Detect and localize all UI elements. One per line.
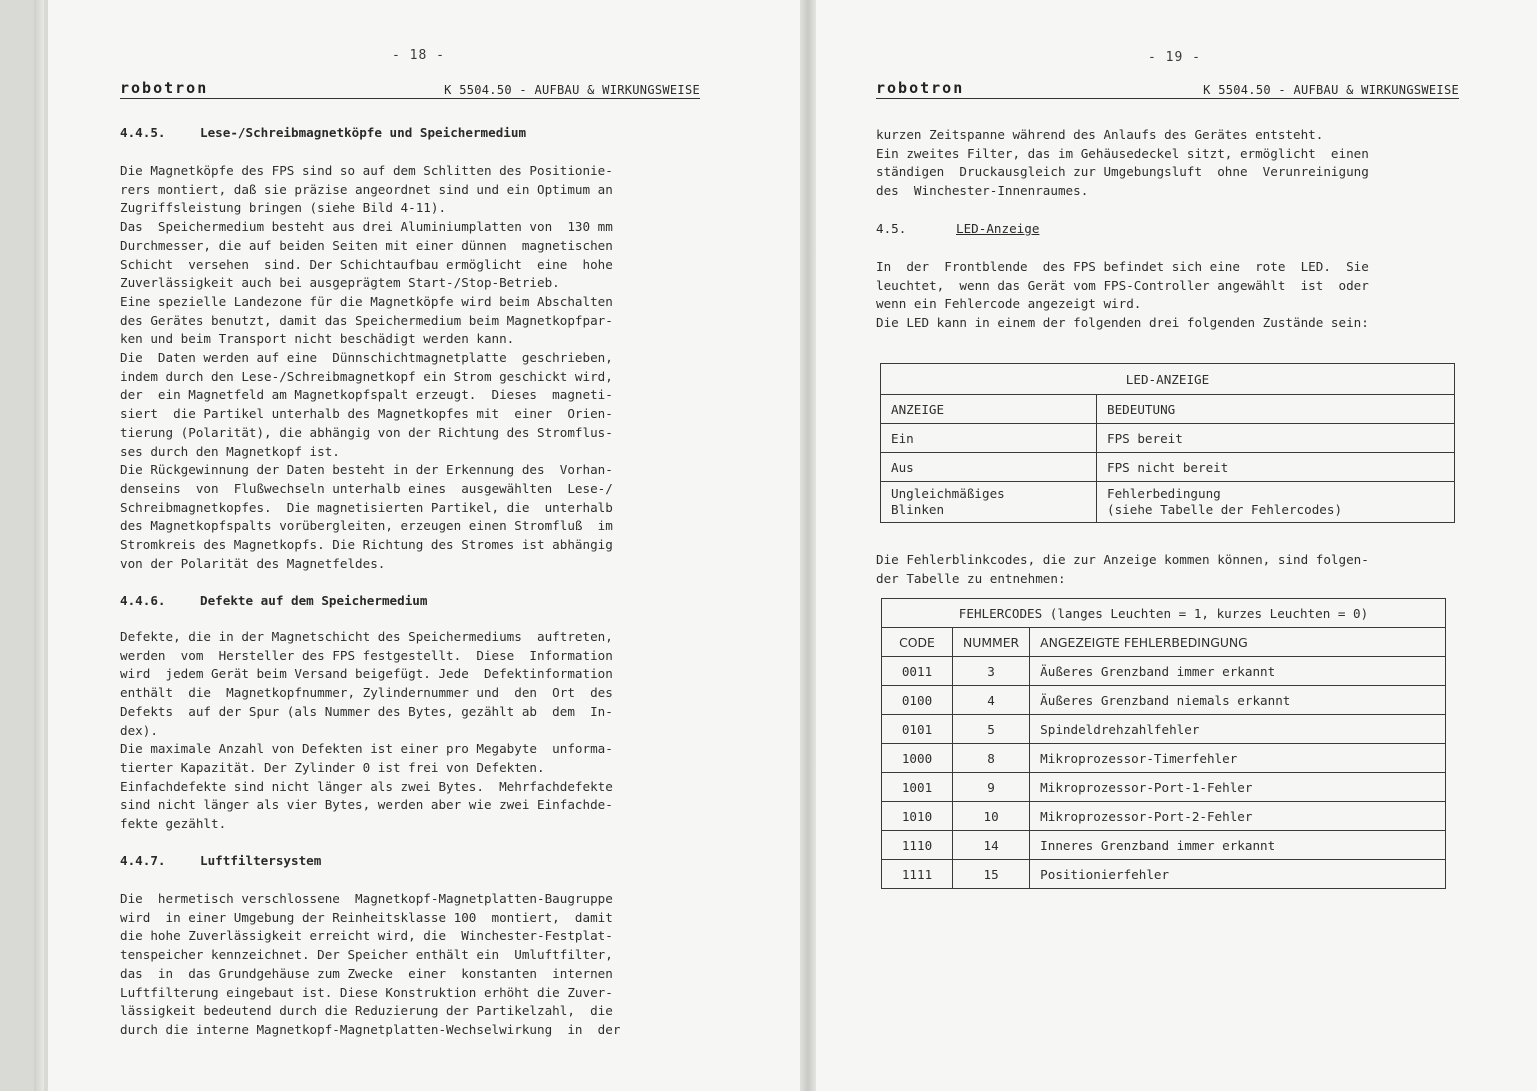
- table-cell: FPS bereit: [1097, 424, 1455, 453]
- section-number: 4.4.5.: [120, 125, 166, 140]
- table-row: [881, 482, 1455, 523]
- led-table: [880, 363, 1455, 523]
- page-number: - 18 -: [392, 48, 445, 63]
- table-cell: Ein: [881, 424, 1097, 453]
- table-caption-row: [881, 364, 1455, 395]
- section-heading: [120, 852, 321, 871]
- column-header: ANGEZEIGTE FEHLERBEDINGUNG: [1030, 628, 1446, 657]
- code-cell: 1010: [882, 802, 953, 831]
- table-row: [882, 715, 1446, 744]
- code-cell: 0100: [882, 686, 953, 715]
- condition-cell: Mikroprozessor-Timerfehler: [1030, 744, 1446, 773]
- section-text: Die Magnetköpfe des FPS sind so auf dem Schlitten des Positionie- rers montiert, daß sie präzise angeordnet sind und ein Optimum an Zugriffsleistung bringen (siehe Bild 4-11). Das Speichermedium besteht aus drei Aluminiumplatten von 130 mm Durchmesser, die auf beiden Seiten mit einer dünnen magnetischen Schicht versehen sind. Der Schichtaufbau ermöglicht eine hohe Zuverlässigkeit auch bei ausgeprägtem Start-/Stop-Betrieb. Eine spezielle Landezone für die Magnetköpfe wird beim Abschalten des Gerätes benutzt, damit das Speichermedium beim Magnetkopfpar- ken und beim Transport nicht beschädigt werden kann. Die Daten werden auf eine Dünnschichtmagnetplatte geschrieben, indem durch den Lese-/Schreibmagnetkopf ein Strom geschickt wird, der ein Magnetfeld am Magnetkopfspalt erzeugt. Dieses magneti- siert die Partikel unterhalb des Magnetkopfes mit einer Orien- tierung (Polarität), die abhängig von der Richtung des Stromflus- ses durch den Magnetkopf ist. Die Rückgewinnung der Daten besteht in der Erkennung des Vorhan- denseins von Flußwechseln unterhalb eines ausgewählten Lese-/ Schreibmagnetkopfes. Die magnetisierten Partikel, die unterhalb des Magnetkopfspalts vorübergleiten, erzeugen einen Stromfluß im Stromkreis des Magnetkopfs. Die Richtung des Stromes ist abhängig von der Polarität des Magnetfeldes.: [120, 163, 613, 571]
- code-cell: 1000: [882, 744, 953, 773]
- continuation-text: kurzen Zeitspanne während des Anlaufs des Gerätes entsteht. Ein zweites Filter, das im Gehäusedeckel sitzt, ermöglicht einen ständigen Druckausgleich zur Umgebungsluft ohne Verunreinigung des Winchester-Innenraumes.: [876, 127, 1369, 199]
- header-title: K 5504.50 - AUFBAU & WIRKUNGSWEISE: [444, 83, 700, 97]
- condition-cell: Positionierfehler: [1030, 860, 1446, 889]
- condition-cell: Äußeres Grenzband niemals erkannt: [1030, 686, 1446, 715]
- table-caption: FEHLERCODES (langes Leuchten = 1, kurzes Leuchten = 0): [882, 599, 1446, 628]
- table-row: [882, 773, 1446, 802]
- table-row: [881, 424, 1455, 453]
- section-title: LED-Anzeige: [956, 221, 1040, 236]
- table-header-row: [882, 628, 1446, 657]
- table-cell: FPS nicht bereit: [1097, 453, 1455, 482]
- right-page: [816, 0, 1537, 1091]
- number-cell: 4: [953, 686, 1030, 715]
- page-header: [876, 80, 1459, 99]
- book-gutter: [800, 0, 816, 1091]
- table-row: [882, 860, 1446, 889]
- number-cell: 9: [953, 773, 1030, 802]
- robotron-logo: robotron: [120, 79, 209, 97]
- table-header-row: [881, 395, 1455, 424]
- code-cell: 1110: [882, 831, 953, 860]
- table-row: [882, 831, 1446, 860]
- robotron-logo: robotron: [876, 79, 965, 97]
- section-heading: [120, 124, 526, 143]
- number-cell: 10: [953, 802, 1030, 831]
- table-row: [882, 686, 1446, 715]
- header-title: K 5504.50 - AUFBAU & WIRKUNGSWEISE: [1203, 83, 1459, 97]
- condition-cell: Mikroprozessor-Port-2-Fehler: [1030, 802, 1446, 831]
- condition-cell: Äußeres Grenzband immer erkannt: [1030, 657, 1446, 686]
- error-code-table: [881, 598, 1446, 889]
- page-header: [120, 80, 700, 99]
- table-cell: Ungleichmäßiges Blinken: [881, 482, 1097, 523]
- number-cell: 3: [953, 657, 1030, 686]
- table-cell: Aus: [881, 453, 1097, 482]
- section-title: Luftfiltersystem: [200, 853, 322, 868]
- section-text: In der Frontblende des FPS befindet sich eine rote LED. Sie leuchtet, wenn das Gerät vom FPS-Controller angewählt ist oder wenn ein Fehlercode angezeigt wird. Die LED kann in einem der folgenden drei folgenden Zustände sein:: [876, 259, 1369, 331]
- column-header: CODE: [882, 628, 953, 657]
- number-cell: 15: [953, 860, 1030, 889]
- number-cell: 5: [953, 715, 1030, 744]
- page-number: - 19 -: [1148, 50, 1201, 65]
- section-heading: [120, 592, 427, 611]
- table-caption-row: [882, 599, 1446, 628]
- column-header: BEDEUTUNG: [1097, 395, 1455, 424]
- table-row: [881, 453, 1455, 482]
- condition-cell: Mikroprozessor-Port-1-Fehler: [1030, 773, 1446, 802]
- table-caption: LED-ANZEIGE: [881, 364, 1455, 395]
- column-header: NUMMER: [953, 628, 1030, 657]
- section-title: Lese-/Schreibmagnetköpfe und Speichermedium: [200, 125, 527, 140]
- code-cell: 0101: [882, 715, 953, 744]
- condition-cell: Inneres Grenzband immer erkannt: [1030, 831, 1446, 860]
- code-cell: 1001: [882, 773, 953, 802]
- table-cell: Fehlerbedingung (siehe Tabelle der Fehlercodes): [1097, 482, 1455, 523]
- section-text: Defekte, die in der Magnetschicht des Speichermediums auftreten, werden vom Hersteller des FPS festgestellt. Diese Information wird jedem Gerät beim Versand beigefügt. Jede Defektinformation enthält die Magnetkopfnummer, Zylindernummer und den Ort des Defekts auf der Spur (als Nummer des Bytes, gezählt ab dem In- dex). Die maximale Anzahl von Defekten ist einer pro Megabyte unforma- tierter Kapazität. Der Zylinder 0 ist frei von Defekten. Einfachdefekte sind nicht länger als zwei Bytes. Mehrfachdefekte sind nicht länger als vier Bytes, werden aber wie zwei Einfachde- fekte gezählt.: [120, 629, 613, 832]
- table-row: [882, 802, 1446, 831]
- section-text: Die hermetisch verschlossene Magnetkopf-Magnetplatten-Baugruppe wird in einer Umgebung der Reinheitsklasse 100 montiert, damit die hohe Zuverlässigkeit erreicht wird, die Winchester-Festplat- tenspeicher kennzeichnet. Der Speicher enthält ein Umluftfilter, das in das Grundgehäuse zum Zwecke einer konstanten internen Luftfilterung eingebaut ist. Diese Konstruktion erhöht die Zuver- lässigkeit bedeutend durch die Reduzierung der Partikelzahl, die durch die interne Magnetkopf-Magnetplatten-Wechselwirkung in der: [120, 891, 621, 1037]
- condition-cell: Spindeldrehzahlfehler: [1030, 715, 1446, 744]
- column-header: ANZEIGE: [881, 395, 1097, 424]
- section-number: 4.4.7.: [120, 853, 166, 868]
- section-number: 4.4.6.: [120, 593, 166, 608]
- section-heading: [876, 220, 1039, 239]
- code-cell: 0011: [882, 657, 953, 686]
- number-cell: 8: [953, 744, 1030, 773]
- section-number: 4.5.: [876, 221, 907, 236]
- table-row: [882, 657, 1446, 686]
- section-title: Defekte auf dem Speichermedium: [200, 593, 428, 608]
- table-row: [882, 744, 1446, 773]
- code-cell: 1111: [882, 860, 953, 889]
- number-cell: 14: [953, 831, 1030, 860]
- intro-text: Die Fehlerblinkcodes, die zur Anzeige kommen können, sind folgen- der Tabelle zu entnehmen:: [876, 552, 1369, 586]
